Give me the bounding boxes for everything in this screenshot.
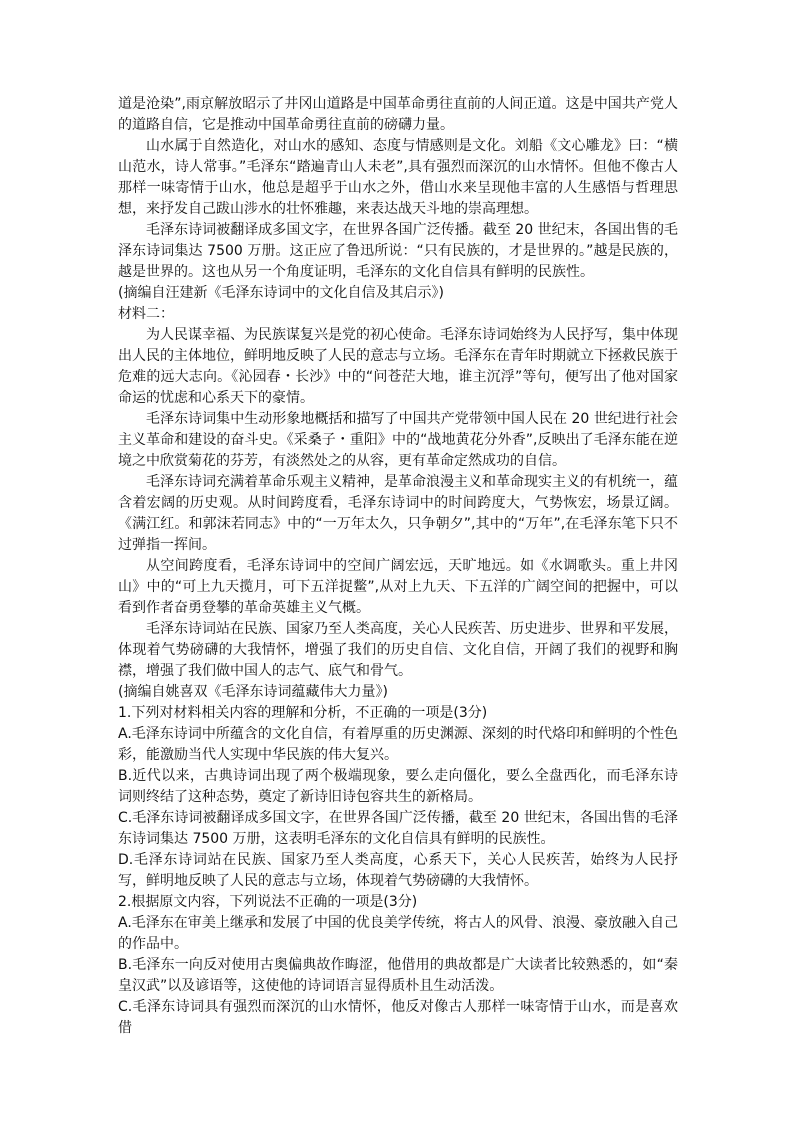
body-paragraph: 毛泽东诗词站在民族、国家乃至人类高度，关心人民疾苦、历史进步、世界和平发展，体现着气势磅礴的大我情怀，增强了我们的历史自信、文化自信，开阔了我们的视野和胸襟，增强了我们做中国人的志气、底气和骨气。: [118, 621, 678, 679]
source-citation: (摘编自汪建新《毛泽东诗词中的文化自信及其启示》): [118, 285, 444, 301]
body-paragraph: 从空间跨度看，毛泽东诗词中的空间广阔宏远，天旷地远。如《水调歌头。重上井冈山》中的“可上九天揽月，可下五洋捉鳖”,从对上九天、下五洋的广阔空间的把握中，可以看到作者奋勇登攀的革命英雄主义气概。: [118, 558, 678, 616]
answer-option: C.毛泽东诗词具有强烈而深沉的山水情怀，他反对像古人那样一味寄情于山水，而是喜欢借: [118, 999, 678, 1036]
answer-option: A.毛泽东诗词中所蕴含的文化自信，有着厚重的历史渊源、深刻的时代烙印和鲜明的个性色彩，能激励当代人实现中华民族的伟大复兴。: [118, 726, 678, 763]
body-paragraph: 道是沧染”,雨京解放昭示了井冈山道路是中国革命勇往直前的人间正道。这是中国共产党人的道路自信，它是推动中国革命勇往直前的磅礴力量。: [118, 96, 678, 133]
body-paragraph: 毛泽东诗词被翻译成多国文字，在世界各国广泛传播。截至 20 世纪末，各国出售的毛泽东诗词集达 7500 万册。这正应了鲁迅所说：“只有民族的，才是世界的。”越是民族的，越是世界的。这也从另一个角度证明，毛泽东的文化自信具有鲜明的民族性。: [118, 222, 678, 280]
answer-option: C.毛泽东诗词被翻译成多国文字，在世界各国广泛传播，截至 20 世纪末，各国出售的毛泽东诗词集达 7500 万册，这表明毛泽东的文化自信具有鲜明的民族性。: [118, 810, 678, 847]
question-stem: 2.根据原文内容，下列说法不正确的一项是(3分): [118, 894, 418, 910]
body-paragraph: 山水属于自然造化，对山水的感知、态度与情感则是文化。刘船《文心雕龙》曰：“横山范水，诗人常事。”毛泽东“踏遍青山人未老”,具有强烈而深沉的山水情怀。但他不像古人那样一味寄情于山水，他总是超乎于山水之外，借山水来呈现他丰富的人生感悟与哲理思想，来抒发自己跋山涉水的壮怀雅趣，来表达战天斗地的崇高理想。: [118, 138, 678, 217]
question-stem: 1.下列对材料相关内容的理解和分析，不正确的一项是(3分): [118, 705, 488, 721]
material-label: 材料二：: [118, 306, 174, 322]
answer-option: A.毛泽东在审美上继承和发展了中国的优良美学传统，将古人的风骨、浪漫、豪放融入自己的作品中。: [118, 915, 678, 952]
answer-option: B.近代以来，古典诗词出现了两个极端现象，要么走向僵化，要么全盘西化，而毛泽东诗词则终结了这种态势，奠定了新诗旧诗包容共生的新格局。: [118, 768, 678, 805]
body-paragraph: 毛泽东诗词集中生动形象地概括和描写了中国共产党带领中国人民在 20 世纪进行社会主义革命和建设的奋斗史。《采桑子・重阳》中的“战地黄花分外香”,反映出了毛泽东能在逆境之中欣赏菊花的芬芳，有淡然处之的从容，更有革命定然成功的自信。: [118, 411, 678, 469]
answer-option: B.毛泽东一向反对使用古奥偏典故作晦涩，他借用的典故都是广大读者比较熟悉的，如“秦皇汉武”以及谚语等，这使他的诗词语言显得质朴且生动活泼。: [118, 957, 678, 994]
body-paragraph: 毛泽东诗词充满着革命乐观主义精神，是革命浪漫主义和革命现实主义的有机统一，蕴含着宏阔的历史观。从时间跨度看，毛泽东诗词中的时间跨度大，气势恢宏，场景辽阔。《满江红。和郭沫若同志》中的“一万年太久，只争朝夕”,其中的“万年”,在毛泽东笔下只不过弹指一挥间。: [118, 474, 678, 553]
source-citation: (摘编自姚喜双《毛泽东诗词蕴藏伟大力量》): [118, 684, 388, 700]
document-page: [118, 94, 678, 1039]
answer-option: D.毛泽东诗词站在民族、国家乃至人类高度，心系天下，关心人民疾苦，始终为人民抒写，鲜明地反映了人民的意志与立场，体现着气势磅礴的大我情怀。: [118, 852, 678, 889]
body-paragraph: 为人民谋幸福、为民族谋复兴是党的初心使命。毛泽东诗词始终为人民抒写，集中体现出人民的主体地位，鲜明地反映了人民的意志与立场。毛泽东在青年时期就立下拯救民族于危难的远大志向。《沁园春・长沙》中的“问苍茫大地，谁主沉浮”等句，便写出了他对国家命运的忧虑和心系天下的豪情。: [118, 327, 678, 406]
